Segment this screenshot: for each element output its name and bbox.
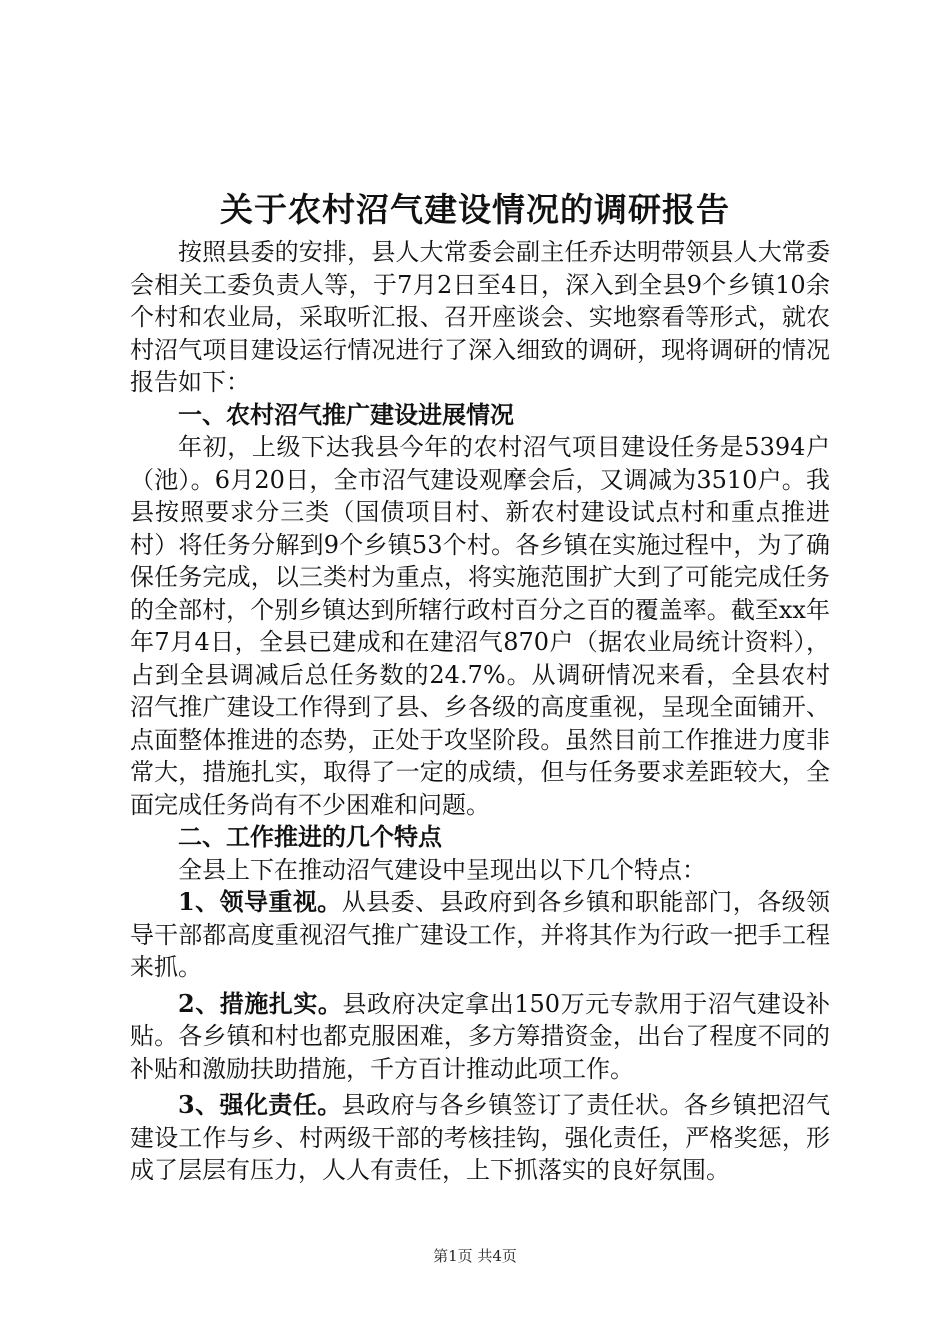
- section-1-paragraph: 年初，上级下达我县今年的农村沼气项目建设任务是5394户（池）。6月20日，全市沼气建设观摩会后，又调减为3510户。我县按照要求分三类（国债项目村、新农村建设试点村和重点推进村）将任务分解到9个乡镇53个村。各乡镇在实施过程中，为了确保任务完成，以三类村为重点，将实施范围扩大到了可能完成任务的全部村，个别乡镇达到所辖行政村百分之百的覆盖率。截至xx年年7月4日，全县已建成和在建沼气870户（据农业局统计资料），占到全县调减后总任务数的24.7%。从调研情况来看，全县农村沼气推广建设工作得到了县、乡各级的高度重视，呈现全面铺开、点面整体推进的态势，正处于攻坚阶段。虽然目前工作推进力度非常大，措施扎实，取得了一定的成绩，但与任务要求差距较大，全面完成任务尚有不少困难和问题。: [130, 433, 830, 819]
- document-title: 关于农村沼气建设情况的调研报告: [220, 190, 730, 229]
- section-1-heading: 一、农村沼气推广建设进展情况: [178, 399, 514, 429]
- point-1-lead: 1、领导重视。: [178, 887, 342, 916]
- point-3-lead: 3、强化责任。: [178, 1090, 342, 1119]
- point-3-paragraph: [130, 1089, 830, 1187]
- document-body: [130, 236, 830, 1187]
- point-1-paragraph: [130, 886, 830, 984]
- point-2-paragraph: [130, 988, 830, 1086]
- point-3-text: 县政府与各乡镇签订了责任状。各乡镇把沼气建设工作与乡、村两级干部的考核挂钩，强化责任，严格奖惩，形成了层层有压力，人人有责任，上下抓落实的良好氛围。: [130, 1091, 831, 1184]
- intro-paragraph: 按照县委的安排，县人大常委会副主任乔达明带领县人大常委会相关工委负责人等，于7月2日至4日，深入到全县9个乡镇10余个村和农业局，采取听汇报、召开座谈会、实地察看等形式，就农村沼气项目建设运行情况进行了深入细致的调研，现将调研的情况报告如下：: [130, 238, 830, 396]
- point-2-text: 县政府决定拿出150万元专款用于沼气建设补贴。各乡镇和村也都克服困难，多方筹措资金，出台了程度不同的补贴和激励扶助措施，千方百计推动此项工作。: [130, 989, 831, 1083]
- page-footer: 第1页 共4页: [433, 1247, 517, 1265]
- point-2-lead: 2、措施扎实。: [178, 988, 343, 1018]
- section-2-intro: 全县上下在推动沼气建设中呈现出以下几个特点：: [178, 855, 706, 884]
- point-1-text: 从县委、县政府到各乡镇和职能部门，各级领导干部都高度重视沼气推广建设工作，并将其作为行政一把手工程来抓。: [130, 888, 831, 981]
- section-2-heading: 二、工作推进的几个特点: [178, 822, 442, 851]
